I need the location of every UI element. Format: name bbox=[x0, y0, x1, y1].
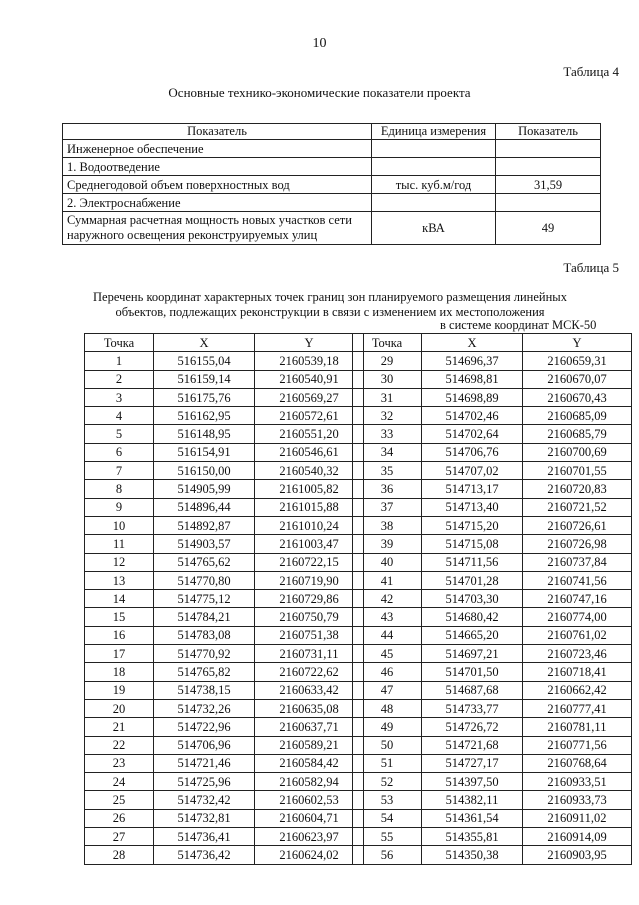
point-number: 36 bbox=[353, 480, 422, 498]
table-row bbox=[85, 699, 364, 717]
coord-y: 2160737,84 bbox=[523, 553, 632, 571]
table4-label: Таблица 4 bbox=[563, 64, 619, 79]
table-row bbox=[353, 352, 632, 370]
coord-x: 514355,81 bbox=[422, 828, 523, 846]
table-row bbox=[353, 608, 632, 626]
coord-y: 2160551,20 bbox=[255, 425, 364, 443]
table-row bbox=[353, 663, 632, 681]
table-row bbox=[63, 194, 601, 212]
coord-y: 2160670,07 bbox=[523, 370, 632, 388]
table-row bbox=[85, 663, 364, 681]
table-row bbox=[353, 407, 632, 425]
coord-x: 514706,76 bbox=[422, 443, 523, 461]
coord-x: 514783,08 bbox=[154, 626, 255, 644]
point-number: 41 bbox=[353, 571, 422, 589]
coord-x: 514715,08 bbox=[422, 535, 523, 553]
coord-x: 514702,46 bbox=[422, 407, 523, 425]
point-number: 32 bbox=[353, 407, 422, 425]
coord-y: 2160540,91 bbox=[255, 370, 364, 388]
point-number: 52 bbox=[353, 773, 422, 791]
table-row bbox=[353, 590, 632, 608]
coord-y: 2160584,42 bbox=[255, 754, 364, 772]
table-row bbox=[85, 407, 364, 425]
point-number: 12 bbox=[85, 553, 154, 571]
coord-y: 2160726,98 bbox=[523, 535, 632, 553]
coord-y: 2160781,11 bbox=[523, 718, 632, 736]
page-number: 10 bbox=[312, 36, 327, 51]
point-number: 31 bbox=[353, 388, 422, 406]
coordinate-system-note: в системе координат МСК-50 bbox=[440, 318, 597, 332]
point-number: 6 bbox=[85, 443, 154, 461]
point-number: 39 bbox=[353, 535, 422, 553]
table-row bbox=[85, 425, 364, 443]
coord-x: 514702,64 bbox=[422, 425, 523, 443]
table-row bbox=[85, 553, 364, 571]
coord-y: 2160751,38 bbox=[255, 626, 364, 644]
point-number: 1 bbox=[85, 352, 154, 370]
coord-y: 2160747,16 bbox=[523, 590, 632, 608]
coord-y: 2160768,64 bbox=[523, 754, 632, 772]
table-row bbox=[85, 498, 364, 516]
coord-x: 516175,76 bbox=[154, 388, 255, 406]
coord-x: 514382,11 bbox=[422, 791, 523, 809]
coord-y: 2160741,56 bbox=[523, 571, 632, 589]
coord-y: 2160723,46 bbox=[523, 645, 632, 663]
coord-x: 516162,95 bbox=[154, 407, 255, 425]
table-row bbox=[353, 736, 632, 754]
point-number: 47 bbox=[353, 681, 422, 699]
table-row bbox=[353, 809, 632, 827]
row-value bbox=[496, 194, 601, 212]
table-row bbox=[63, 212, 601, 245]
table-row bbox=[85, 590, 364, 608]
point-number: 48 bbox=[353, 699, 422, 717]
point-number: 19 bbox=[85, 681, 154, 699]
coord-y: 2160774,00 bbox=[523, 608, 632, 626]
row-unit bbox=[372, 194, 496, 212]
table5-caption bbox=[60, 290, 600, 320]
point-number: 25 bbox=[85, 791, 154, 809]
coord-y: 2160777,41 bbox=[523, 699, 632, 717]
coord-x: 514733,77 bbox=[422, 699, 523, 717]
point-number: 27 bbox=[85, 828, 154, 846]
point-number: 30 bbox=[353, 370, 422, 388]
point-number: 29 bbox=[353, 352, 422, 370]
table-row bbox=[353, 645, 632, 663]
point-number: 33 bbox=[353, 425, 422, 443]
coord-x: 514725,96 bbox=[154, 773, 255, 791]
table-header-row bbox=[85, 334, 364, 352]
coord-x: 514727,17 bbox=[422, 754, 523, 772]
point-number: 21 bbox=[85, 718, 154, 736]
row-value: 31,59 bbox=[496, 176, 601, 194]
table-row bbox=[353, 791, 632, 809]
row-value: 49 bbox=[496, 212, 601, 245]
table-row bbox=[353, 553, 632, 571]
coord-y: 2160933,73 bbox=[523, 791, 632, 809]
table-row bbox=[85, 443, 364, 461]
coord-y: 2160701,55 bbox=[523, 462, 632, 480]
table-row bbox=[353, 773, 632, 791]
table-row bbox=[85, 571, 364, 589]
coord-x: 514680,42 bbox=[422, 608, 523, 626]
point-number: 2 bbox=[85, 370, 154, 388]
point-number: 37 bbox=[353, 498, 422, 516]
coord-y: 2160722,15 bbox=[255, 553, 364, 571]
point-number: 22 bbox=[85, 736, 154, 754]
coord-x: 516155,04 bbox=[154, 352, 255, 370]
coord-y: 2160771,56 bbox=[523, 736, 632, 754]
point-number: 13 bbox=[85, 571, 154, 589]
table5-label: Таблица 5 bbox=[563, 260, 619, 275]
coord-x: 514736,41 bbox=[154, 828, 255, 846]
coord-x: 514903,57 bbox=[154, 535, 255, 553]
table-row bbox=[353, 388, 632, 406]
row-value bbox=[496, 140, 601, 158]
coord-x: 514701,50 bbox=[422, 663, 523, 681]
coord-x: 514701,28 bbox=[422, 571, 523, 589]
table-row bbox=[353, 828, 632, 846]
coord-y: 2160662,42 bbox=[523, 681, 632, 699]
coord-x: 514892,87 bbox=[154, 516, 255, 534]
coord-x: 514770,92 bbox=[154, 645, 255, 663]
coord-x: 514738,15 bbox=[154, 681, 255, 699]
coord-y: 2160572,61 bbox=[255, 407, 364, 425]
point-number: 53 bbox=[353, 791, 422, 809]
point-number: 18 bbox=[85, 663, 154, 681]
point-number: 45 bbox=[353, 645, 422, 663]
coord-x: 516148,95 bbox=[154, 425, 255, 443]
table-row bbox=[85, 718, 364, 736]
table5-caption-line2: объектов, подлежащих реконструкции в связи с изменением их местоположения bbox=[115, 305, 545, 319]
table-row bbox=[85, 754, 364, 772]
table-row bbox=[353, 443, 632, 461]
table-row bbox=[85, 516, 364, 534]
point-number: 46 bbox=[353, 663, 422, 681]
coord-y: 2160731,11 bbox=[255, 645, 364, 663]
coord-x: 514765,82 bbox=[154, 663, 255, 681]
point-number: 50 bbox=[353, 736, 422, 754]
coord-y: 2161003,47 bbox=[255, 535, 364, 553]
row-name: 2. Электроснабжение bbox=[63, 194, 372, 212]
coord-x: 514905,99 bbox=[154, 480, 255, 498]
table-row bbox=[63, 176, 601, 194]
coord-y: 2160911,02 bbox=[523, 809, 632, 827]
coord-y: 2160633,42 bbox=[255, 681, 364, 699]
coord-x: 514736,42 bbox=[154, 846, 255, 864]
table-row bbox=[85, 352, 364, 370]
point-number: 49 bbox=[353, 718, 422, 736]
table-header-row bbox=[63, 124, 601, 140]
point-number: 28 bbox=[85, 846, 154, 864]
row-name: Среднегодовой объем поверхностных вод bbox=[63, 176, 372, 194]
coord-x: 514896,44 bbox=[154, 498, 255, 516]
point-number: 38 bbox=[353, 516, 422, 534]
point-number: 15 bbox=[85, 608, 154, 626]
table-row bbox=[353, 571, 632, 589]
header-indicator: Показатель bbox=[63, 124, 372, 140]
coord-x: 514696,37 bbox=[422, 352, 523, 370]
point-number: 42 bbox=[353, 590, 422, 608]
coord-y: 2160604,71 bbox=[255, 809, 364, 827]
table-row bbox=[353, 846, 632, 864]
point-number: 9 bbox=[85, 498, 154, 516]
coord-y: 2160685,09 bbox=[523, 407, 632, 425]
coord-y: 2160659,31 bbox=[523, 352, 632, 370]
point-number: 24 bbox=[85, 773, 154, 791]
table-row bbox=[353, 462, 632, 480]
coordinates-table-left bbox=[84, 333, 364, 865]
header-unit: Единица измерения bbox=[372, 124, 496, 140]
coord-x: 516154,91 bbox=[154, 443, 255, 461]
row-name: Суммарная расчетная мощность новых участков сети наружного освещения реконструируемых улиц bbox=[63, 212, 372, 245]
point-number: 8 bbox=[85, 480, 154, 498]
coordinates-table-right bbox=[352, 333, 632, 865]
table-row bbox=[353, 370, 632, 388]
coord-y: 2161015,88 bbox=[255, 498, 364, 516]
row-name: 1. Водоотведение bbox=[63, 158, 372, 176]
coord-x: 514698,81 bbox=[422, 370, 523, 388]
coord-y: 2160761,02 bbox=[523, 626, 632, 644]
coord-y: 2160624,02 bbox=[255, 846, 364, 864]
coord-x: 514775,12 bbox=[154, 590, 255, 608]
row-unit: кВА bbox=[372, 212, 496, 245]
coord-y: 2160546,61 bbox=[255, 443, 364, 461]
table-row bbox=[85, 370, 364, 388]
coord-x: 514350,38 bbox=[422, 846, 523, 864]
table4-caption: Основные технико-экономические показатели проекта bbox=[168, 85, 471, 100]
point-number: 10 bbox=[85, 516, 154, 534]
row-value bbox=[496, 158, 601, 176]
point-number: 16 bbox=[85, 626, 154, 644]
coord-x: 514707,02 bbox=[422, 462, 523, 480]
header-y: Y bbox=[523, 334, 632, 352]
coord-x: 514711,56 bbox=[422, 553, 523, 571]
table-row bbox=[353, 699, 632, 717]
point-number: 51 bbox=[353, 754, 422, 772]
coord-y: 2160726,61 bbox=[523, 516, 632, 534]
coord-x: 514784,21 bbox=[154, 608, 255, 626]
coord-x: 514665,20 bbox=[422, 626, 523, 644]
table-row bbox=[63, 158, 601, 176]
coord-y: 2160637,71 bbox=[255, 718, 364, 736]
point-number: 44 bbox=[353, 626, 422, 644]
coord-x: 514732,42 bbox=[154, 791, 255, 809]
table5-caption-line1: Перечень координат характерных точек границ зон планируемого размещения линейных bbox=[93, 290, 567, 304]
table-row bbox=[353, 516, 632, 534]
header-value: Показатель bbox=[496, 124, 601, 140]
coord-x: 514697,21 bbox=[422, 645, 523, 663]
coord-x: 514687,68 bbox=[422, 681, 523, 699]
header-point: Точка bbox=[353, 334, 422, 352]
table-row bbox=[85, 828, 364, 846]
coord-x: 516159,14 bbox=[154, 370, 255, 388]
coord-y: 2160685,79 bbox=[523, 425, 632, 443]
row-unit: тыс. куб.м/год bbox=[372, 176, 496, 194]
coord-x: 514722,96 bbox=[154, 718, 255, 736]
coord-y: 2160933,51 bbox=[523, 773, 632, 791]
table-row bbox=[85, 388, 364, 406]
header-point: Точка bbox=[85, 334, 154, 352]
table-row bbox=[85, 626, 364, 644]
coord-y: 2160700,69 bbox=[523, 443, 632, 461]
coord-x: 514698,89 bbox=[422, 388, 523, 406]
coord-y: 2160903,95 bbox=[523, 846, 632, 864]
table-row bbox=[85, 480, 364, 498]
point-number: 5 bbox=[85, 425, 154, 443]
coord-x: 514706,96 bbox=[154, 736, 255, 754]
table-row bbox=[85, 645, 364, 663]
point-number: 43 bbox=[353, 608, 422, 626]
table-row bbox=[85, 462, 364, 480]
coord-y: 2160635,08 bbox=[255, 699, 364, 717]
coord-y: 2161010,24 bbox=[255, 516, 364, 534]
coord-y: 2160539,18 bbox=[255, 352, 364, 370]
coord-x: 514715,20 bbox=[422, 516, 523, 534]
coord-y: 2160569,27 bbox=[255, 388, 364, 406]
coord-y: 2160670,43 bbox=[523, 388, 632, 406]
coord-x: 514361,54 bbox=[422, 809, 523, 827]
header-y: Y bbox=[255, 334, 364, 352]
coord-y: 2160582,94 bbox=[255, 773, 364, 791]
coord-y: 2160722,62 bbox=[255, 663, 364, 681]
coord-y: 2160729,86 bbox=[255, 590, 364, 608]
point-number: 7 bbox=[85, 462, 154, 480]
coord-y: 2160589,21 bbox=[255, 736, 364, 754]
point-number: 40 bbox=[353, 553, 422, 571]
coord-y: 2160623,97 bbox=[255, 828, 364, 846]
coord-x: 516150,00 bbox=[154, 462, 255, 480]
coord-x: 514732,26 bbox=[154, 699, 255, 717]
coord-x: 514713,17 bbox=[422, 480, 523, 498]
table-row bbox=[85, 535, 364, 553]
coord-x: 514713,40 bbox=[422, 498, 523, 516]
header-x: X bbox=[154, 334, 255, 352]
coord-y: 2160718,41 bbox=[523, 663, 632, 681]
coord-y: 2161005,82 bbox=[255, 480, 364, 498]
table-row bbox=[85, 809, 364, 827]
table-row bbox=[353, 425, 632, 443]
coord-x: 514770,80 bbox=[154, 571, 255, 589]
point-number: 17 bbox=[85, 645, 154, 663]
point-number: 23 bbox=[85, 754, 154, 772]
point-number: 26 bbox=[85, 809, 154, 827]
header-x: X bbox=[422, 334, 523, 352]
coord-y: 2160721,52 bbox=[523, 498, 632, 516]
coord-x: 514726,72 bbox=[422, 718, 523, 736]
coord-y: 2160602,53 bbox=[255, 791, 364, 809]
coord-x: 514397,50 bbox=[422, 773, 523, 791]
table-row bbox=[85, 681, 364, 699]
point-number: 20 bbox=[85, 699, 154, 717]
coord-y: 2160720,83 bbox=[523, 480, 632, 498]
coord-x: 514721,46 bbox=[154, 754, 255, 772]
point-number: 56 bbox=[353, 846, 422, 864]
table-row bbox=[85, 736, 364, 754]
coord-x: 514721,68 bbox=[422, 736, 523, 754]
indicators-table bbox=[62, 123, 601, 245]
table-row bbox=[85, 846, 364, 864]
table-header-row bbox=[353, 334, 632, 352]
row-unit bbox=[372, 140, 496, 158]
table-row bbox=[353, 754, 632, 772]
point-number: 3 bbox=[85, 388, 154, 406]
table-row bbox=[85, 608, 364, 626]
point-number: 55 bbox=[353, 828, 422, 846]
coord-y: 2160540,32 bbox=[255, 462, 364, 480]
row-name: Инженерное обеспечение bbox=[63, 140, 372, 158]
table-row bbox=[353, 498, 632, 516]
point-number: 14 bbox=[85, 590, 154, 608]
point-number: 35 bbox=[353, 462, 422, 480]
coord-x: 514765,62 bbox=[154, 553, 255, 571]
coord-y: 2160750,79 bbox=[255, 608, 364, 626]
point-number: 4 bbox=[85, 407, 154, 425]
point-number: 54 bbox=[353, 809, 422, 827]
table-row bbox=[85, 773, 364, 791]
table-row bbox=[353, 535, 632, 553]
table-row bbox=[353, 681, 632, 699]
coord-y: 2160914,09 bbox=[523, 828, 632, 846]
table-row bbox=[353, 480, 632, 498]
coord-y: 2160719,90 bbox=[255, 571, 364, 589]
coord-x: 514732,81 bbox=[154, 809, 255, 827]
table-row bbox=[63, 140, 601, 158]
coord-x: 514703,30 bbox=[422, 590, 523, 608]
table-row bbox=[85, 791, 364, 809]
point-number: 34 bbox=[353, 443, 422, 461]
row-unit bbox=[372, 158, 496, 176]
table-row bbox=[353, 626, 632, 644]
table-row bbox=[353, 718, 632, 736]
point-number: 11 bbox=[85, 535, 154, 553]
